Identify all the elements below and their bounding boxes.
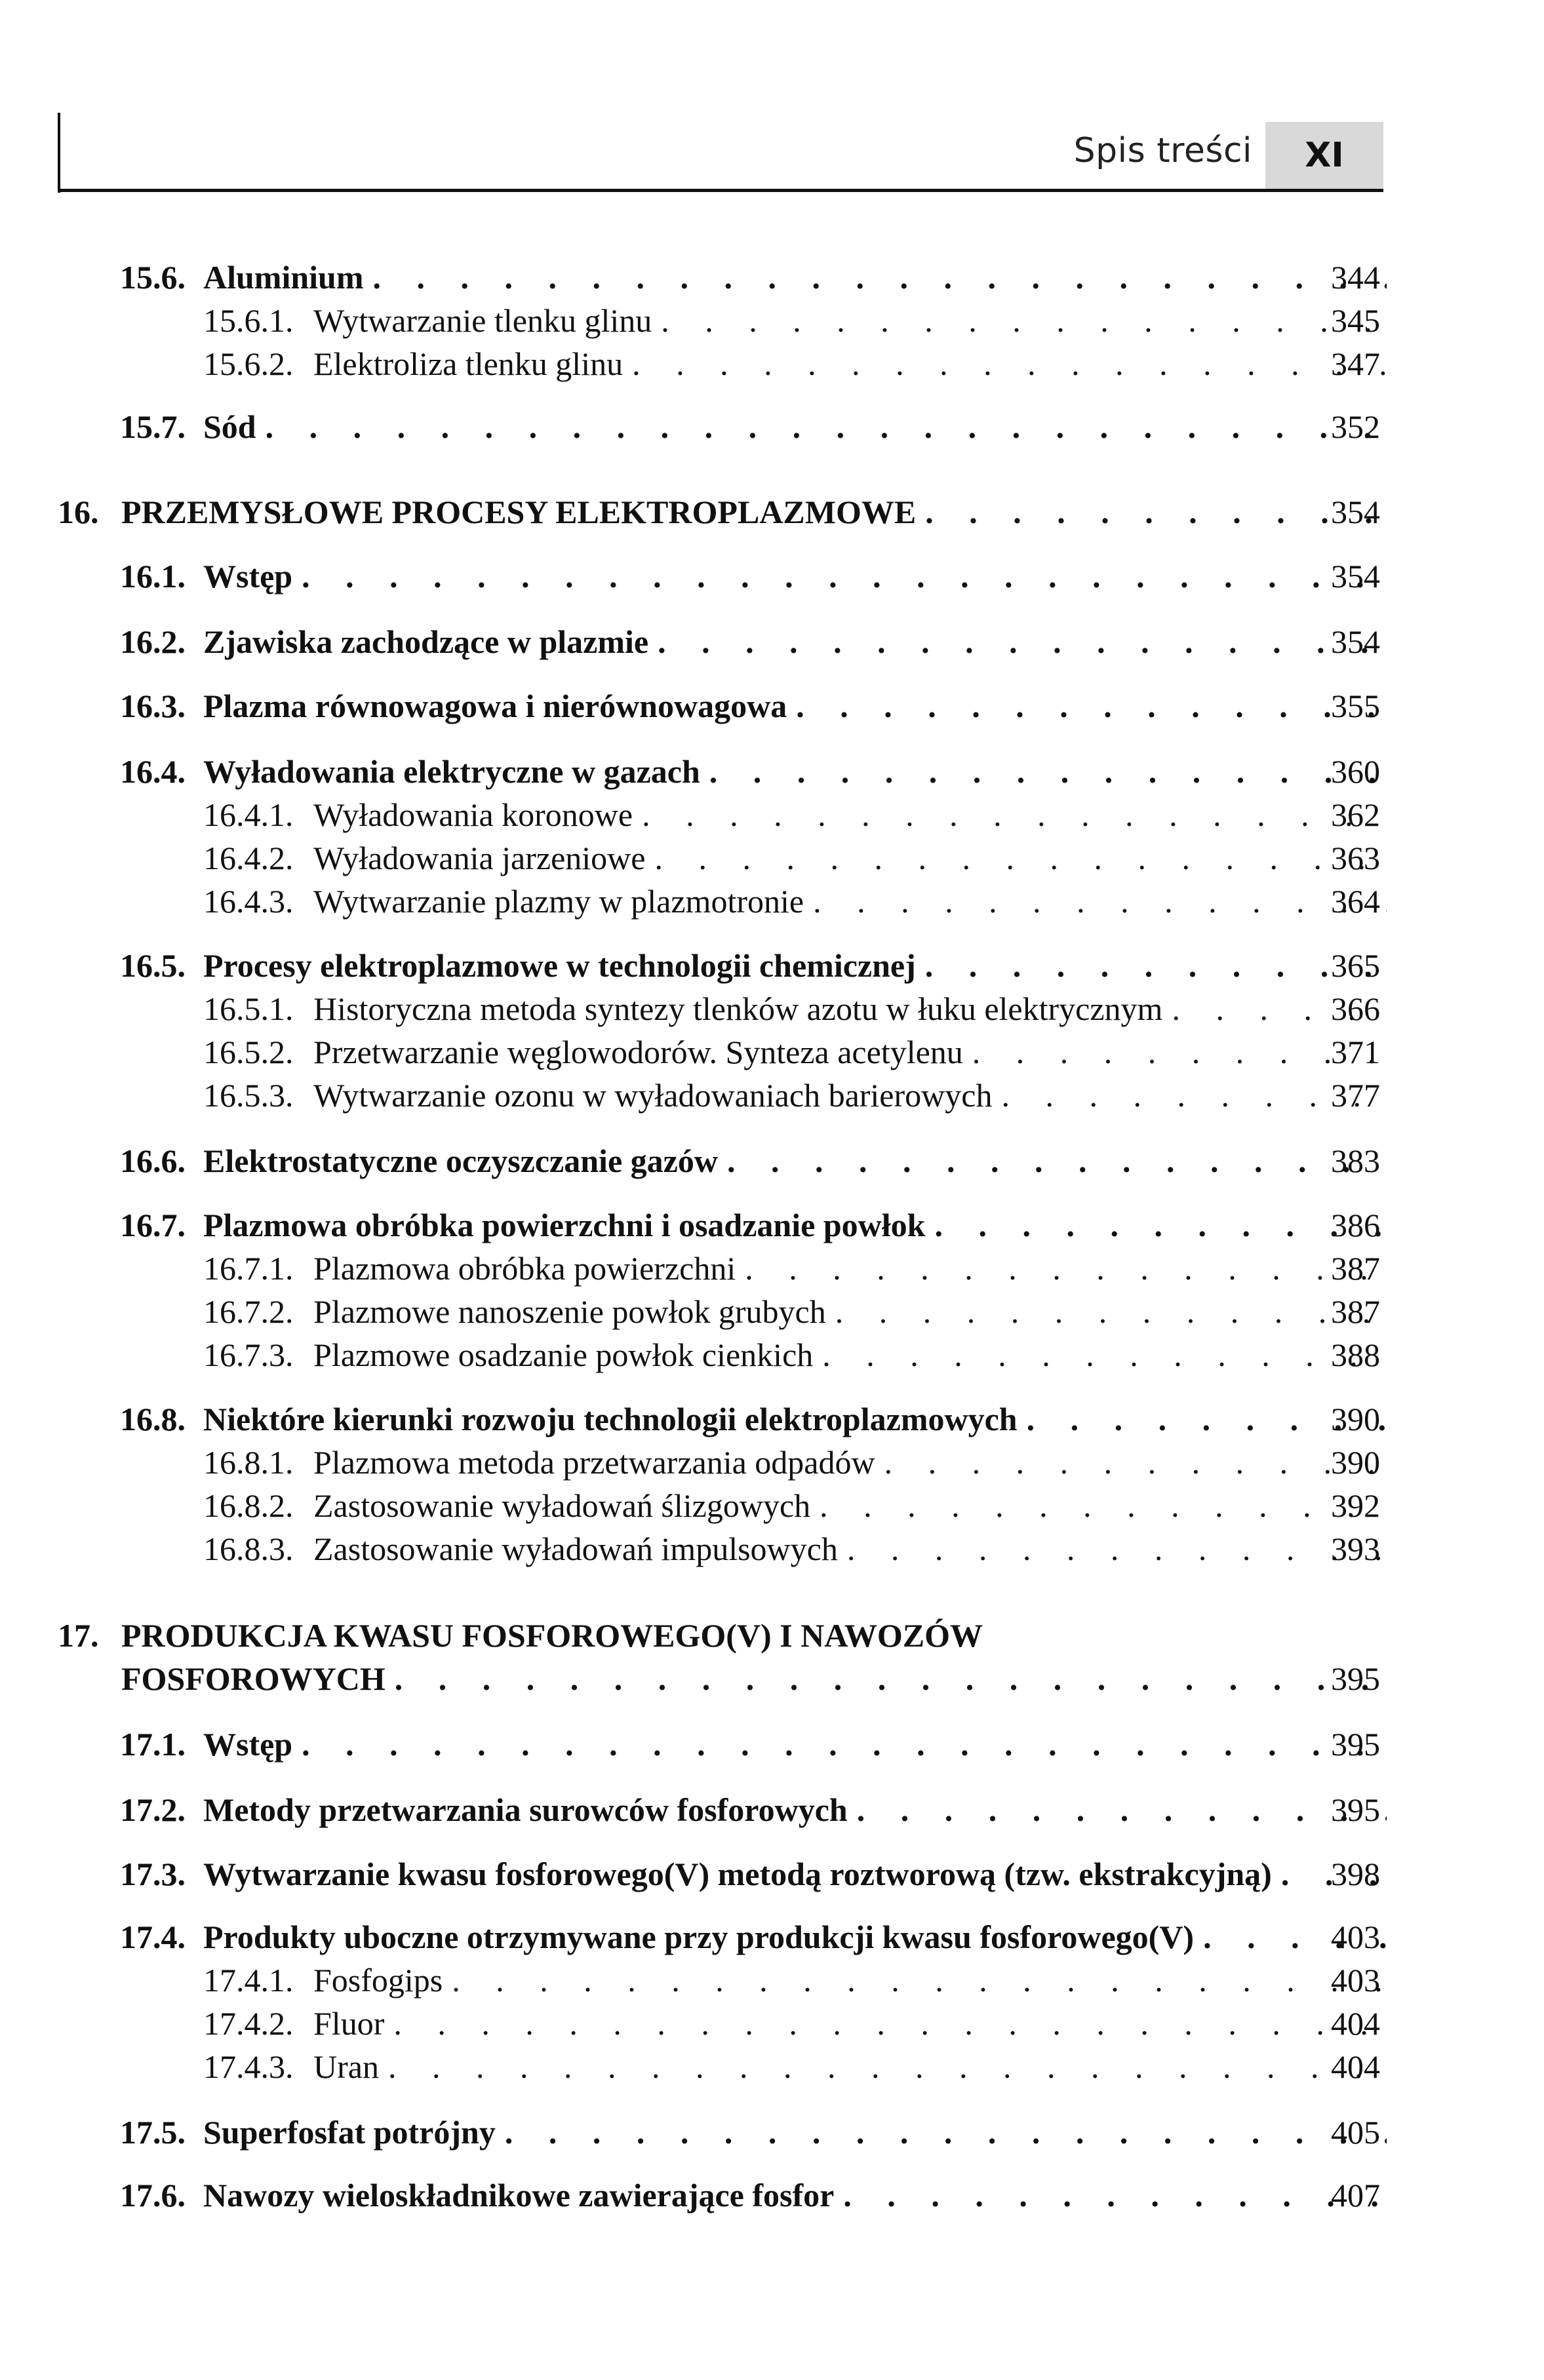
dot-leader <box>386 1657 1387 1700</box>
entry-title: Produkty uboczne otrzymywane przy produkcji kwasu fosforowego(V) <box>203 1919 1195 1955</box>
entry-number: 16.7.3. <box>203 1336 294 1373</box>
toc-entry <box>0 836 1544 880</box>
entry-title: Zastosowanie wyładowań impulsowych <box>313 1531 838 1567</box>
entry-title-row <box>121 1614 983 1657</box>
entry-number: 16.1. <box>120 558 186 595</box>
toc-entry <box>0 1657 1544 1700</box>
dot-leader <box>443 1959 1387 2002</box>
entry-title-row <box>313 342 1387 385</box>
toc-entry <box>0 490 1544 534</box>
entry-number: 17.4.2. <box>203 2005 294 2042</box>
dot-leader <box>718 1139 1387 1182</box>
dot-leader <box>992 1074 1387 1117</box>
entry-title: FOSFOROWYCH <box>121 1660 386 1697</box>
dot-leader <box>916 490 1387 534</box>
entry-number: 17.4.3. <box>203 2048 294 2085</box>
entry-page: 390 <box>1331 1444 1380 1481</box>
entry-title-row <box>203 1852 1387 1896</box>
dot-leader <box>623 342 1387 385</box>
entry-number: 15.6.2. <box>203 345 294 382</box>
entry-page: 404 <box>1331 2048 1380 2085</box>
entry-title-row <box>203 1723 1387 1766</box>
entry-title-row <box>203 555 1387 598</box>
page-header <box>0 0 1544 197</box>
toc-entry <box>0 944 1544 987</box>
entry-number: 16.5.2. <box>203 1034 294 1070</box>
toc-entry <box>0 1139 1544 1182</box>
toc-entry <box>0 1484 1544 1527</box>
header-vertical-rule <box>58 113 60 193</box>
entry-number: 17.4. <box>120 1919 186 1955</box>
entry-title-row <box>313 1333 1387 1376</box>
entry-title: Fluor <box>313 2005 385 2042</box>
dot-leader <box>652 299 1387 342</box>
toc-entry <box>0 1290 1544 1333</box>
entry-page: 355 <box>1331 688 1380 724</box>
entry-page: 362 <box>1331 796 1380 833</box>
entry-title-row <box>313 1290 1387 1333</box>
entry-title: Wyładowania koronowe <box>313 796 633 833</box>
entry-number: 16.7.1. <box>203 1250 294 1287</box>
dot-leader <box>916 944 1387 987</box>
entry-title-row <box>203 750 1387 793</box>
toc-entry <box>0 987 1544 1030</box>
toc-entry <box>0 342 1544 385</box>
toc-entry <box>0 684 1544 728</box>
entry-number: 17.5. <box>120 2114 186 2151</box>
toc-entry <box>0 620 1544 663</box>
entry-number: 16.2. <box>120 623 186 660</box>
header-horizontal-rule <box>58 189 1383 192</box>
entry-title: Niektóre kierunki rozwoju technologii elektroplazmowych <box>203 1401 1018 1437</box>
entry-number: 16.4. <box>120 753 186 790</box>
entry-page: 388 <box>1331 1336 1380 1373</box>
entry-page: 393 <box>1331 1531 1380 1567</box>
entry-title: Aluminium <box>203 259 364 296</box>
entry-title-row <box>313 1484 1387 1527</box>
entry-number: 16.4.1. <box>203 796 294 833</box>
entry-number: 16.7. <box>120 1207 186 1243</box>
entry-title: Wstęp <box>203 1726 293 1763</box>
toc-entry <box>0 1441 1544 1484</box>
entry-title: Plazma równowagowa i nierównowagowa <box>203 688 787 724</box>
dot-leader <box>848 1788 1387 1831</box>
entry-number: 16.3. <box>120 688 186 724</box>
dot-leader <box>633 793 1387 836</box>
running-head-title: Spis treści <box>1073 131 1252 170</box>
toc-entry <box>0 299 1544 342</box>
dot-leader <box>736 1247 1387 1290</box>
entry-title-row <box>203 1788 1387 1831</box>
toc-entry <box>0 1614 1544 1657</box>
entry-number: 17.3. <box>120 1856 186 1892</box>
entry-page: 354 <box>1331 623 1380 660</box>
dot-leader <box>645 836 1387 880</box>
entry-title-row <box>313 1959 1387 2002</box>
toc-entry <box>0 2111 1544 2154</box>
toc-entry <box>0 1788 1544 1831</box>
entry-page: 377 <box>1331 1077 1380 1114</box>
entry-page: 403 <box>1331 1962 1380 1999</box>
entry-number: 16.8.1. <box>203 1444 294 1481</box>
entry-title-row <box>203 256 1387 299</box>
entry-number: 16.7.2. <box>203 1293 294 1330</box>
entry-title: Wyładowania elektryczne w gazach <box>203 753 700 790</box>
entry-page: 390 <box>1331 1401 1380 1437</box>
entry-page: 387 <box>1331 1250 1380 1287</box>
entry-title: Superfosfat potrójny <box>203 2114 496 2151</box>
entry-title-row <box>121 1657 1387 1700</box>
toc-entry <box>0 1959 1544 2002</box>
dot-leader <box>838 1527 1387 1570</box>
entry-page: 354 <box>1331 494 1380 530</box>
entry-title-row <box>313 836 1387 880</box>
dot-leader <box>364 256 1387 299</box>
entry-title-row <box>313 1030 1387 1074</box>
entry-title: Elektrostatyczne oczyszczanie gazów <box>203 1142 718 1179</box>
toc-entry <box>0 1527 1544 1570</box>
dot-leader <box>292 555 1387 598</box>
toc-entry <box>0 2174 1544 2217</box>
entry-number: 17.1. <box>120 1726 186 1763</box>
dot-leader <box>787 684 1387 728</box>
dot-leader <box>810 1484 1387 1527</box>
entry-page: 345 <box>1331 302 1380 339</box>
entry-page: 371 <box>1331 1034 1380 1070</box>
dot-leader <box>834 2174 1387 2217</box>
dot-leader <box>700 750 1387 793</box>
entry-title-row <box>313 2002 1387 2045</box>
entry-page: 392 <box>1331 1487 1380 1524</box>
entry-title-row <box>203 2111 1387 2154</box>
entry-page: 386 <box>1331 1207 1380 1243</box>
entry-number: 16.8.3. <box>203 1531 294 1567</box>
entry-page: 366 <box>1331 990 1380 1027</box>
entry-title-row <box>203 684 1387 728</box>
entry-title: Fosfogips <box>313 1962 443 1999</box>
toc-entry <box>0 750 1544 793</box>
entry-number: 17.6. <box>120 2177 186 2214</box>
entry-title: PRZEMYSŁOWE PROCESY ELEKTROPLAZMOWE <box>121 494 917 530</box>
toc-entry <box>0 1333 1544 1376</box>
dot-leader <box>826 1290 1387 1333</box>
entry-title: Metody przetwarzania surowców fosforowych <box>203 1791 848 1828</box>
entry-number: 16.8.2. <box>203 1487 294 1524</box>
entry-title-row <box>203 620 1387 663</box>
toc-entry <box>0 1247 1544 1290</box>
dot-leader <box>963 1030 1387 1074</box>
entry-page: 395 <box>1331 1791 1380 1828</box>
entry-title-row <box>203 405 1387 448</box>
entry-number: 17. <box>58 1617 99 1654</box>
entry-title-row <box>203 1203 1387 1247</box>
entry-title: Wytwarzanie tlenku glinu <box>313 302 652 339</box>
entry-title-row <box>121 490 1387 534</box>
entry-title-row <box>313 1527 1387 1570</box>
entry-number: 16.6. <box>120 1142 186 1179</box>
entry-page: 365 <box>1331 947 1380 984</box>
dot-leader <box>496 2111 1387 2154</box>
entry-number: 16.5. <box>120 947 186 984</box>
dot-leader <box>875 1441 1387 1484</box>
entry-title-row <box>313 299 1387 342</box>
entry-title: Plazmowa metoda przetwarzania odpadów <box>313 1444 875 1481</box>
dot-leader <box>384 2002 1387 2045</box>
dot-leader <box>256 405 1387 448</box>
entry-number: 16.5.1. <box>203 990 294 1027</box>
entry-page: 404 <box>1331 2005 1380 2042</box>
entry-page: 398 <box>1331 1856 1380 1892</box>
toc-entry <box>0 2002 1544 2045</box>
entry-page: 407 <box>1331 2177 1380 2214</box>
toc-entry <box>0 1030 1544 1074</box>
entry-page: 352 <box>1331 408 1380 445</box>
toc-entry <box>0 405 1544 448</box>
entry-number: 17.2. <box>120 1791 186 1828</box>
toc-entry <box>0 1915 1544 1959</box>
entry-title: PRODUKCJA KWASU FOSFOROWEGO(V) I NAWOZÓW <box>121 1617 983 1654</box>
entry-number: 16.5.3. <box>203 1077 294 1114</box>
toc-entry <box>0 1852 1544 1896</box>
page-number: XI <box>1305 136 1344 175</box>
entry-title: Zjawiska zachodzące w plazmie <box>203 623 649 660</box>
entry-title-row <box>203 944 1387 987</box>
toc-entry <box>0 555 1544 598</box>
entry-page: 403 <box>1331 1919 1380 1955</box>
entry-page: 383 <box>1331 1142 1380 1179</box>
entry-title: Plazmowa obróbka powierzchni i osadzanie powłok <box>203 1207 926 1243</box>
entry-title: Plazmowa obróbka powierzchni <box>313 1250 736 1287</box>
entry-number: 15.6. <box>120 259 186 296</box>
entry-page: 364 <box>1331 883 1380 920</box>
entry-page: 354 <box>1331 558 1380 595</box>
entry-title: Elektroliza tlenku glinu <box>313 345 624 382</box>
entry-title-row <box>203 1139 1387 1182</box>
entry-page: 363 <box>1331 840 1380 876</box>
entry-page: 405 <box>1331 2114 1380 2151</box>
entry-title: Procesy elektroplazmowe w technologii chemicznej <box>203 947 916 984</box>
entry-page: 347 <box>1331 345 1380 382</box>
entry-number: 16.8. <box>120 1401 186 1437</box>
entry-title-row <box>313 987 1387 1030</box>
entry-title: Sód <box>203 408 256 445</box>
entry-number: 17.4.1. <box>203 1962 294 1999</box>
entry-title-row <box>313 2045 1387 2088</box>
entry-title-row <box>313 1247 1387 1290</box>
entry-page: 344 <box>1331 259 1380 296</box>
entry-number: 16.4.2. <box>203 840 294 876</box>
entry-title-row <box>203 2174 1387 2217</box>
entry-number: 16.4.3. <box>203 883 294 920</box>
entry-title: Uran <box>313 2048 379 2085</box>
toc-entry <box>0 2045 1544 2088</box>
entry-title-row <box>203 1915 1387 1959</box>
entry-title: Zastosowanie wyładowań ślizgowych <box>313 1487 811 1524</box>
entry-title-row <box>203 1397 1387 1441</box>
entry-page: 395 <box>1331 1726 1380 1763</box>
entry-title-row <box>313 793 1387 836</box>
entry-title: Plazmowe nanoszenie powłok grubych <box>313 1293 826 1330</box>
dot-leader <box>379 2045 1387 2088</box>
toc-entry <box>0 256 1544 299</box>
entry-title: Nawozy wieloskładnikowe zawierające fosfor <box>203 2177 835 2214</box>
entry-title-row <box>313 880 1387 923</box>
entry-title: Wytwarzanie ozonu w wyładowaniach barierowych <box>313 1077 993 1114</box>
toc-entry <box>0 1074 1544 1117</box>
entry-title: Wstęp <box>203 558 293 595</box>
toc-entry <box>0 793 1544 836</box>
toc-entry <box>0 880 1544 923</box>
entry-number: 16. <box>58 494 99 530</box>
entry-number: 15.6.1. <box>203 302 294 339</box>
entry-title: Plazmowe osadzanie powłok cienkich <box>313 1336 814 1373</box>
entry-title: Wyładowania jarzeniowe <box>313 840 646 876</box>
entry-page: 360 <box>1331 753 1380 790</box>
page-number-box <box>1265 122 1383 189</box>
dot-leader <box>813 1333 1387 1376</box>
toc-entry <box>0 1203 1544 1247</box>
entry-page: 395 <box>1331 1660 1380 1697</box>
entry-title: Przetwarzanie węglowodorów. Synteza acetylenu <box>313 1034 963 1070</box>
entry-page: 387 <box>1331 1293 1380 1330</box>
dot-leader <box>292 1723 1387 1766</box>
dot-leader <box>804 880 1387 923</box>
toc-entry <box>0 1723 1544 1766</box>
entry-title: Historyczna metoda syntezy tlenków azotu w łuku elektrycznym <box>313 990 1163 1027</box>
toc-entry <box>0 1397 1544 1441</box>
entry-number: 15.7. <box>120 408 186 445</box>
dot-leader <box>925 1203 1387 1247</box>
dot-leader <box>648 620 1387 663</box>
entry-title: Wytwarzanie plazmy w plazmotronie <box>313 883 804 920</box>
entry-title-row <box>313 1074 1387 1117</box>
entry-title-row <box>313 1441 1387 1484</box>
entry-title: Wytwarzanie kwasu fosforowego(V) metodą roztworową (tzw. ekstrakcyjną) <box>203 1856 1272 1892</box>
